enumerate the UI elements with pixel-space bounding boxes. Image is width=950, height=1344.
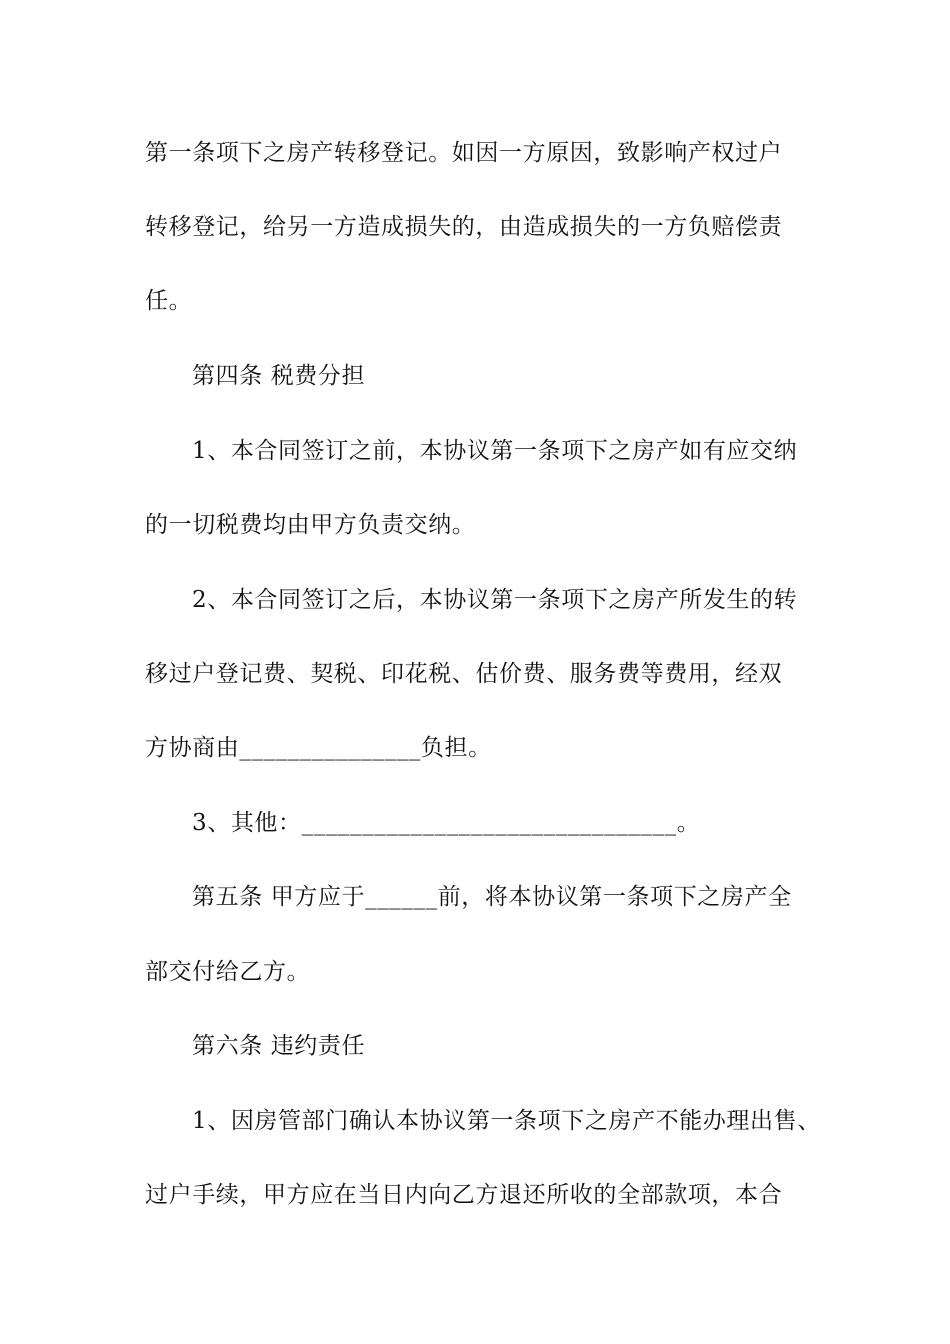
paragraph-line: 2、本合同签订之后，本协议第一条项下之房产所发生的转 [192, 587, 798, 613]
paragraph-line: 1、本合同签订之前，本协议第一条项下之房产如有应交纳 [192, 438, 798, 464]
paragraph-line: 部交付给乙方。 [145, 959, 311, 985]
paragraph-line: 第一条项下之房产转移登记。如因一方原因，致影响产权过户 [145, 140, 783, 166]
paragraph-line: 的一切税费均由甲方负责交纳。 [145, 512, 476, 538]
section-heading-article-4: 第四条 税费分担 [192, 363, 366, 389]
paragraph-line-blank: 3、其他：_______________________________。 [192, 810, 701, 836]
section-heading-article-5: 第五条 甲方应于______前，将本协议第一条项下之房产全 [192, 884, 792, 910]
section-heading-article-6: 第六条 违约责任 [192, 1033, 366, 1059]
paragraph-line-blank: 方协商由_______________负担。 [145, 735, 492, 761]
paragraph-line: 1、因房管部门确认本协议第一条项下之房产不能办理出售、 [192, 1108, 821, 1134]
paragraph-line: 转移登记，给另一方造成损失的，由造成损失的一方负赔偿责 [145, 214, 783, 240]
paragraph-line: 任。 [145, 288, 193, 314]
paragraph-line: 过户手续，甲方应在当日内向乙方退还所收的全部款项，本合 [145, 1182, 783, 1208]
paragraph-line: 移过户登记费、契税、印花税、估价费、服务费等费用，经双 [145, 661, 783, 687]
